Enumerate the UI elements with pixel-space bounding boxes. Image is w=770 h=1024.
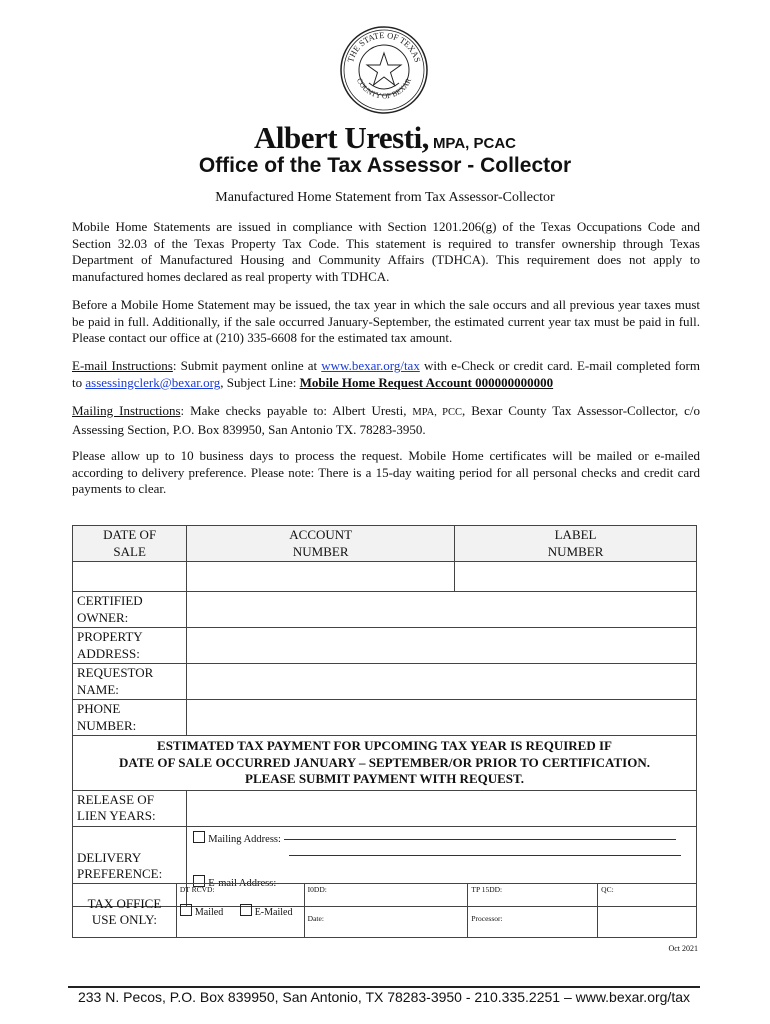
estimated-tax-notice: ESTIMATED TAX PAYMENT FOR UPCOMING TAX YEAR IS REQUIRED IF DATE OF SALE OCCURRED JANUARY – SEPTEMBER/OR PRIOR TO CERTIFICATION. PLEASE SUBMIT PAYMENT WITH REQUEST. <box>73 736 697 791</box>
label-number-field[interactable] <box>455 562 697 592</box>
date-of-sale-field[interactable] <box>73 562 187 592</box>
revision-date: Oct 2021 <box>668 944 698 953</box>
email-instructions <box>72 358 700 391</box>
official-name-line <box>0 120 770 156</box>
phone-number-field[interactable] <box>187 700 697 736</box>
bexar-tax-link[interactable]: www.bexar.org/tax <box>321 358 420 373</box>
processor-label: Processor: <box>471 914 503 923</box>
seal-text-bottom: COUNTY OF BEXAR <box>354 76 414 101</box>
account-number-header: ACCOUNT NUMBER <box>187 526 455 562</box>
date-label: Date: <box>307 914 324 923</box>
email-text-2: with e-Check or credit card. E-mail completed form to <box>72 358 700 390</box>
property-address-label: PROPERTY ADDRESS: <box>73 628 187 664</box>
certified-owner-field[interactable] <box>187 592 697 628</box>
dt-rcvd-cell <box>176 884 304 938</box>
tax-office-use-table <box>72 883 697 938</box>
official-credentials: MPA, PCAC <box>432 135 516 152</box>
assessing-clerk-email-link[interactable]: assessingclerk@bexar.org <box>85 374 221 390</box>
date-of-sale-header: DATE OF SALE <box>73 526 187 562</box>
footer-address: 233 N. Pecos, P.O. Box 839950, San Antonio, TX 78283-3950 - 210.335.2251 – www.bexar.org/tax <box>77 989 690 1005</box>
mail-credentials: MPA, PCC <box>412 407 463 418</box>
request-form-table <box>72 525 697 907</box>
tax-office-use-label: TAX OFFICE USE ONLY: <box>73 884 177 938</box>
mailing-address-label: Mailing Address: <box>208 833 281 845</box>
tp15dd-label: TP 15DD: <box>471 885 503 894</box>
mailing-checkbox[interactable] <box>193 831 205 843</box>
release-of-lien-label: RELEASE OF LIEN YEARS: <box>73 790 187 826</box>
requestor-name-label: REQUESTOR NAME: <box>73 664 187 700</box>
dt-rcvd-label: DT RCVD: <box>179 885 215 894</box>
mailing-address-line-2[interactable] <box>289 855 681 856</box>
qc-cell <box>598 884 697 938</box>
qc-label: QC: <box>601 885 614 894</box>
mail-text-2: , Bexar County Tax Assessor-Collector, c/o Assessing Section, P.O. Box 839950, San Antonio TX. 78283-3950. <box>72 403 700 437</box>
label-number-header: LABEL NUMBER <box>455 526 697 562</box>
email-text-3: , Subject Line: <box>220 374 300 390</box>
bexar-county-seal <box>339 25 429 115</box>
footer-divider <box>68 986 700 988</box>
email-subject-line: Mobile Home Request Account 000000000000 <box>299 374 554 390</box>
account-number-field[interactable] <box>187 562 455 592</box>
office-title: Office of the Tax Assessor - Collector <box>198 154 572 177</box>
certified-owner-label: CERTIFIED OWNER: <box>73 592 187 628</box>
release-of-lien-field[interactable] <box>187 790 697 826</box>
property-address-field[interactable] <box>187 628 697 664</box>
emailed-label: E-Mailed <box>254 907 293 918</box>
mailing-instructions-label: Mailing Instructions <box>72 403 181 418</box>
iodd-cell <box>304 884 468 938</box>
seal-text-top: THE STATE OF TEXAS <box>345 29 423 64</box>
mailing-address-line-1[interactable] <box>284 839 676 840</box>
mailed-label: Mailed <box>194 907 224 918</box>
compliance-paragraph: Mobile Home Statements are issued in compliance with Section 1201.206(g) of the Texas Occupations Code and Section 32.03 of the Texas Property Tax Code. This statement is required to transfer ownership through Texas Department of Manufactured Housing and Community Affairs (TDHCA). This requirement does not apply to manufactured homes declared as real property with TDHCA. <box>72 219 700 284</box>
tp15dd-cell <box>468 884 598 938</box>
phone-number-label: PHONE NUMBER: <box>73 700 187 736</box>
mail-text-1: : Make checks payable to: Albert Uresti, <box>180 403 413 418</box>
emailed-checkbox[interactable] <box>240 904 252 916</box>
iodd-label: I0DD: <box>307 885 327 894</box>
requestor-name-field[interactable] <box>187 664 697 700</box>
email-instructions-label: E-mail Instructions <box>72 358 173 373</box>
mailed-checkbox[interactable] <box>180 904 192 916</box>
payment-requirement-paragraph: Before a Mobile Home Statement may be issued, the tax year in which the sale occurs and all previous year taxes must be paid in full. Additionally, if the sale occurred January-September, the estimated current year tax must be paid in full. Please contact our office at (210) 335-6608 for the estimated tax amount. <box>72 297 700 345</box>
processing-time-paragraph: Please allow up to 10 business days to process the request. Mobile Home certificates will be mailed or e-mailed according to delivery preference. Please note: There is a 15-day waiting period for all personal checks and credit card payments to clear. <box>72 448 700 496</box>
official-name: Albert Uresti, <box>254 120 429 155</box>
email-text-1: : Submit payment online at <box>172 358 322 373</box>
email-address-label: E-mail Address: <box>208 877 277 889</box>
delivery-preference-label: DELIVERY PREFERENCE: <box>73 826 187 906</box>
document-subtitle: Manufactured Home Statement from Tax Assessor-Collector <box>215 190 555 205</box>
mailing-instructions <box>72 403 700 438</box>
